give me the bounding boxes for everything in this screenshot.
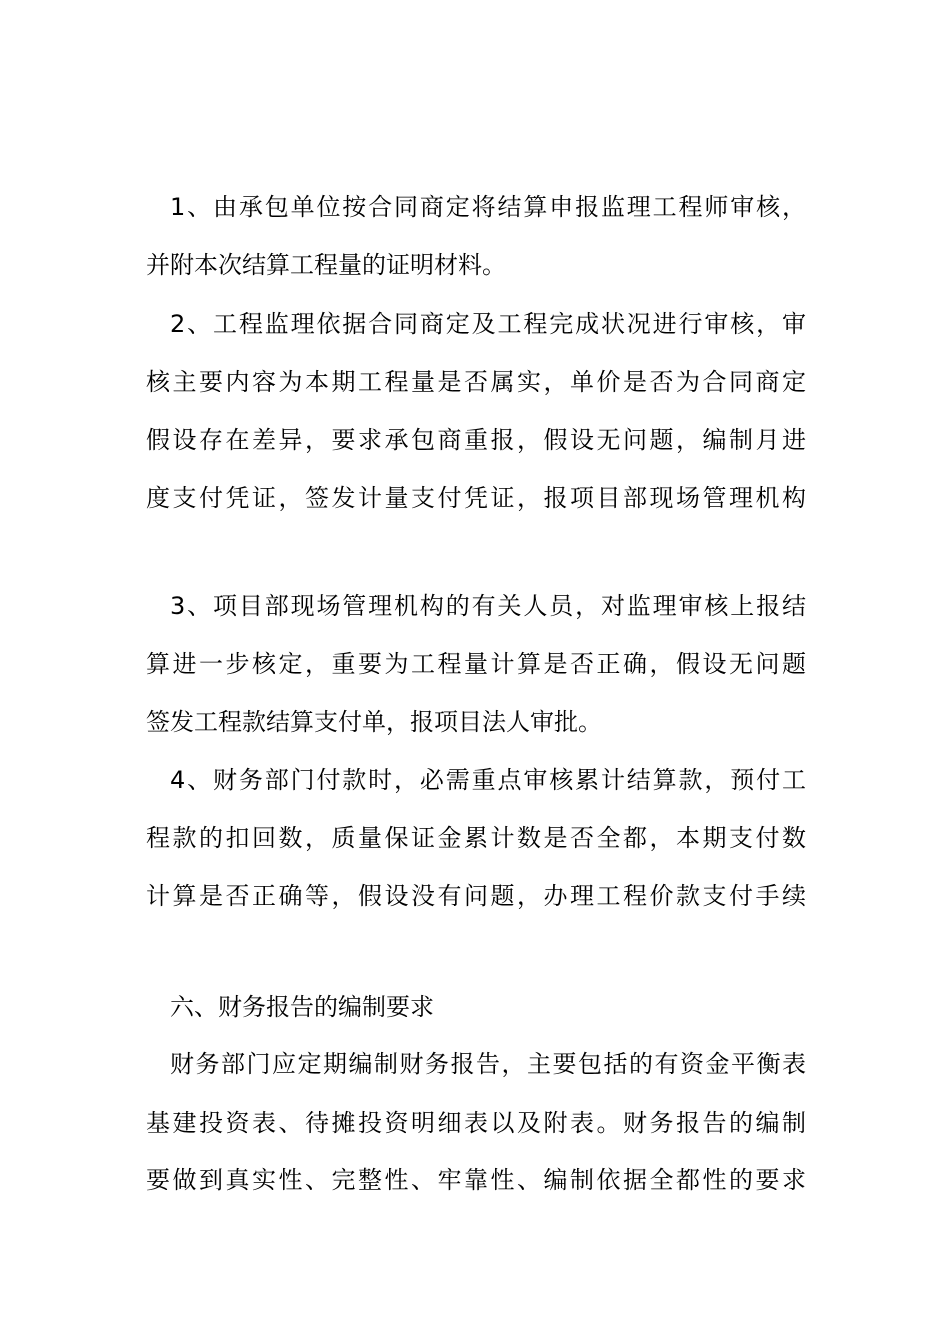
paragraph-3-line-1: 3、项目部现场管理机构的有关人员，对监理审核上报结 <box>170 592 806 620</box>
paragraph-3-line-3: 签发工程款结算支付单，报项目法人审批。 <box>146 708 602 736</box>
paragraph-4-line-3: 计算是否正确等，假设没有问题，办理工程价款支付手续 <box>146 882 806 910</box>
paragraph-2-line-2: 核主要内容为本期工程量是否属实，单价是否为合同商定 <box>146 368 806 396</box>
paragraph-4-line-1: 4、财务部门付款时，必需重点审核累计结算款，预付工 <box>170 766 806 794</box>
paragraph-6-line-3: 要做到真实性、完整性、牢靠性、编制依据全都性的要求 <box>146 1166 806 1194</box>
paragraph-2-line-4: 度支付凭证，签发计量支付凭证，报项目部现场管理机构 <box>146 484 806 512</box>
paragraph-3-line-2: 算进一步核定，重要为工程量计算是否正确，假设无问题 <box>146 650 806 678</box>
section-heading: 六、财务报告的编制要求 <box>170 993 434 1021</box>
paragraph-4-line-2: 程款的扣回数，质量保证金累计数是否全都，本期支付数 <box>146 824 806 852</box>
paragraph-1-line-2: 并附本次结算工程量的证明材料。 <box>146 251 506 279</box>
paragraph-6-line-1: 财务部门应定期编制财务报告，主要包括的有资金平衡表 <box>170 1050 806 1078</box>
paragraph-2-line-3: 假设存在差异，要求承包商重报，假设无问题，编制月进 <box>146 426 806 454</box>
paragraph-1-line-1: 1、由承包单位按合同商定将结算申报监理工程师审核， <box>170 193 806 221</box>
paragraph-2-line-1: 2、工程监理依据合同商定及工程完成状况进行审核，审 <box>170 310 806 338</box>
paragraph-6-line-2: 基建投资表、待摊投资明细表以及附表。财务报告的编制 <box>146 1109 806 1137</box>
